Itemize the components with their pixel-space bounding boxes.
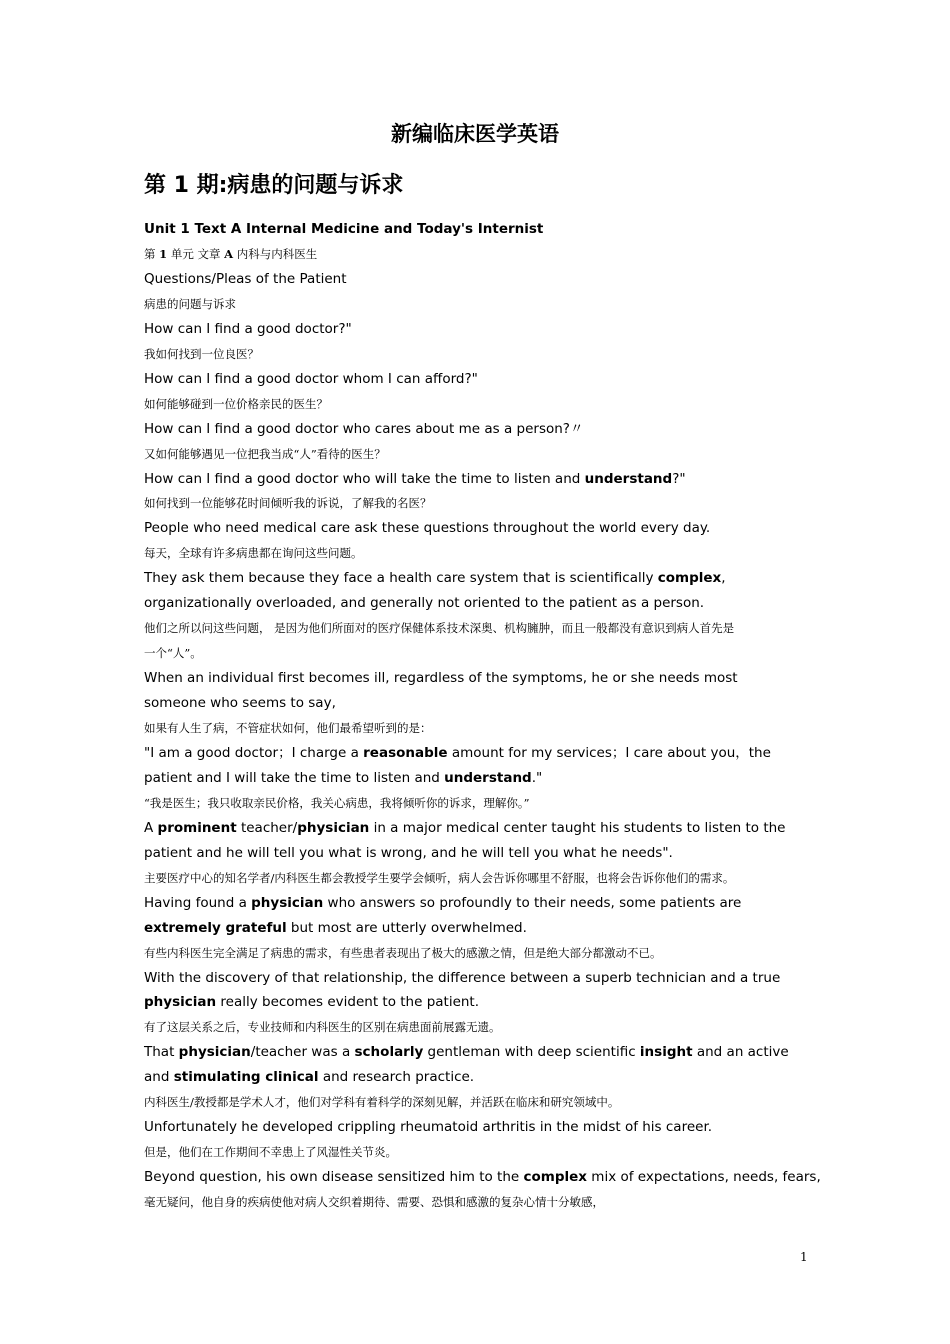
chinese-line <box>144 444 386 464</box>
english-line <box>144 992 479 1012</box>
bold-term: scholarly <box>354 1044 424 1061</box>
text-segment: teacher/ <box>236 819 298 836</box>
bold-term: understand <box>584 470 673 487</box>
text-segment: 病患的问题与诉求 <box>144 296 236 311</box>
bold-term: physician <box>144 994 217 1011</box>
bold-term: physician <box>251 894 324 911</box>
english-line <box>144 518 710 538</box>
english-line <box>144 893 741 913</box>
text-segment: Unfortunately he developed crippling rheumatoid arthritis in the midst of his career. <box>144 1119 713 1136</box>
text-segment: and an active <box>692 1044 789 1061</box>
chinese-line <box>144 1017 501 1037</box>
chinese-line <box>144 943 662 963</box>
english-line <box>144 1167 821 1187</box>
chinese-line <box>144 643 202 663</box>
english-line <box>144 469 686 489</box>
text-segment: Having found a <box>144 894 252 911</box>
text-segment: That <box>144 1044 179 1061</box>
text-segment: /teacher was a <box>250 1044 355 1061</box>
bold-term: 1 <box>159 246 168 261</box>
bold-term: complex <box>523 1169 587 1186</box>
text-segment: gentleman with deep scientific <box>423 1044 640 1061</box>
text-segment: organizationally overloaded, and generally not oriented to the patient as a person. <box>144 595 705 612</box>
text-segment: and <box>144 1069 174 1086</box>
bold-term: prominent <box>157 819 237 836</box>
text-segment: mix of expectations, needs, fears, <box>587 1169 821 1186</box>
text-segment: Unit 1 Text A Internal Medicine and Today's Internist <box>144 221 544 237</box>
chinese-line <box>144 493 432 513</box>
text-segment: but most are utterly overwhelmed. <box>286 919 527 936</box>
chinese-line <box>144 244 317 264</box>
chinese-line <box>144 718 432 738</box>
text-segment: , <box>721 570 726 587</box>
text-segment: "I am a good doctor；I charge a <box>144 744 364 761</box>
text-segment: With the discovery of that relationship, the difference between a superb technician and a true <box>144 969 781 986</box>
text-segment: 单元 文章 <box>167 246 225 261</box>
text-segment: 如何找到一位能够花时间倾听我的诉说，了解我的名医？ <box>144 496 432 511</box>
english-line <box>144 918 527 938</box>
text-segment: ." <box>531 769 543 786</box>
chinese-line <box>144 294 236 314</box>
english-line <box>144 768 542 788</box>
text-segment: 如何能够碰到一位价格亲民的医生？ <box>144 396 328 411</box>
text-segment: 主要医疗中心的知名学者/内科医生都会教授学生要学会倾听，病人会告诉你哪里不舒服，也将会告诉你他们的需求。 <box>144 870 735 885</box>
english-line <box>144 843 673 863</box>
english-line <box>144 593 704 613</box>
section-heading: 第 1 期:病患的问题与诉求 <box>144 173 404 198</box>
chinese-line <box>144 1142 397 1162</box>
chinese-line <box>144 618 734 638</box>
text-segment: patient and he will tell you what is wrong, and he will tell you what he needs". <box>144 844 673 861</box>
english-line <box>144 319 352 339</box>
english-line <box>144 693 336 713</box>
text-segment: 内科医生/教授都是学术人才，他们对学科有着科学的深刻见解，并活跃在临床和研究领域中。 <box>144 1095 620 1110</box>
english-line <box>144 269 347 289</box>
text-segment: 有些内科医生完全满足了病患的需求，有些患者表现出了极大的感激之情，但是绝大部分都激动不已。 <box>144 945 662 960</box>
text-segment: A <box>144 819 158 836</box>
english-line <box>144 968 780 988</box>
text-segment: 我如何找到一位良医？ <box>144 346 259 361</box>
text-segment: How can I find a good doctor who will take the time to listen and <box>144 470 585 487</box>
text-segment: 每天，全球有许多病患都在询问这些问题。 <box>144 546 363 561</box>
unit-title <box>144 219 543 239</box>
english-line <box>144 818 785 838</box>
document-title: 新编临床医学英语 <box>391 122 559 146</box>
bold-term: reasonable <box>363 744 448 761</box>
bold-term: insight <box>639 1044 693 1061</box>
english-line <box>144 1067 474 1087</box>
chinese-line <box>144 344 259 364</box>
text-segment: How can I find a good doctor who cares about me as a person?〃 <box>144 420 584 437</box>
english-line <box>144 743 771 763</box>
bold-term: A <box>224 246 234 261</box>
text-segment: When an individual first becomes ill, regardless of the symptoms, he or she needs most <box>144 670 738 687</box>
bold-term: physician <box>297 819 370 836</box>
text-segment: really becomes evident to the patient. <box>216 994 480 1011</box>
text-segment: someone who seems to say, <box>144 695 336 712</box>
text-segment: 有了这层关系之后，专业技师和内科医生的区别在病患面前展露无遗。 <box>144 1020 501 1035</box>
chinese-line <box>144 543 363 563</box>
text-segment: who answers so profoundly to their needs, some patients are <box>323 894 742 911</box>
text-segment: 如果有人生了病，不管症状如何，他们最希望听到的是： <box>144 721 432 735</box>
chinese-line <box>144 868 734 888</box>
text-segment: How can I find a good doctor?" <box>144 320 352 337</box>
english-line <box>144 568 726 588</box>
text-segment: and research practice. <box>318 1069 475 1086</box>
bold-term: stimulating clinical <box>173 1069 319 1086</box>
bold-term: physician <box>178 1044 251 1061</box>
text-segment: 内科与内科医生 <box>233 246 318 261</box>
text-segment: Beyond question, his own disease sensitized him to the <box>144 1169 524 1186</box>
text-segment: ?" <box>672 470 686 487</box>
text-segment: How can I find a good doctor whom I can afford?" <box>144 370 478 387</box>
english-line <box>144 1042 789 1062</box>
text-segment: 一个“人”。 <box>144 646 202 661</box>
english-line <box>144 1117 712 1137</box>
text-segment: Questions/Pleas of the Patient <box>144 270 347 287</box>
text-segment: patient and I will take the time to listen and <box>144 769 445 786</box>
text-segment: 但是，他们在工作期间不幸患上了风湿性关节炎。 <box>144 1145 397 1160</box>
chinese-line <box>144 1192 604 1212</box>
text-segment: People who need medical care ask these questions throughout the world every day. <box>144 520 711 537</box>
english-line <box>144 419 583 439</box>
bold-term: extremely grateful <box>144 919 287 936</box>
text-segment: 第 <box>144 246 160 261</box>
chinese-line <box>144 1092 619 1112</box>
english-line <box>144 668 738 688</box>
text-segment: “我是医生；我只收取亲民价格，我关心病患，我将倾听你的诉求，理解你。” <box>144 795 530 810</box>
bold-term: understand <box>444 769 532 786</box>
english-line <box>144 369 478 389</box>
text-segment: in a major medical center taught his students to listen to the <box>369 819 786 836</box>
chinese-line <box>144 793 530 813</box>
text-segment: amount for my services；I care about you，the <box>447 744 771 761</box>
page-number: 1 <box>800 1250 808 1264</box>
text-segment: 毫无疑问，他自身的疾病使他对病人交织着期待、需要、恐惧和感激的复杂心情十分敏感， <box>144 1195 604 1210</box>
bold-term: complex <box>657 570 722 587</box>
text-segment: 他们之所以问这些问题， 是因为他们所面对的医疗保健体系技术深奥、机构臃肿，而且一般都没有意识到病人首先是 <box>144 621 735 636</box>
text-segment: 又如何能够遇见一位把我当成“人”看待的医生？ <box>144 446 386 461</box>
text-segment: They ask them because they face a health care system that is scientifically <box>144 570 658 587</box>
chinese-line <box>144 394 328 414</box>
